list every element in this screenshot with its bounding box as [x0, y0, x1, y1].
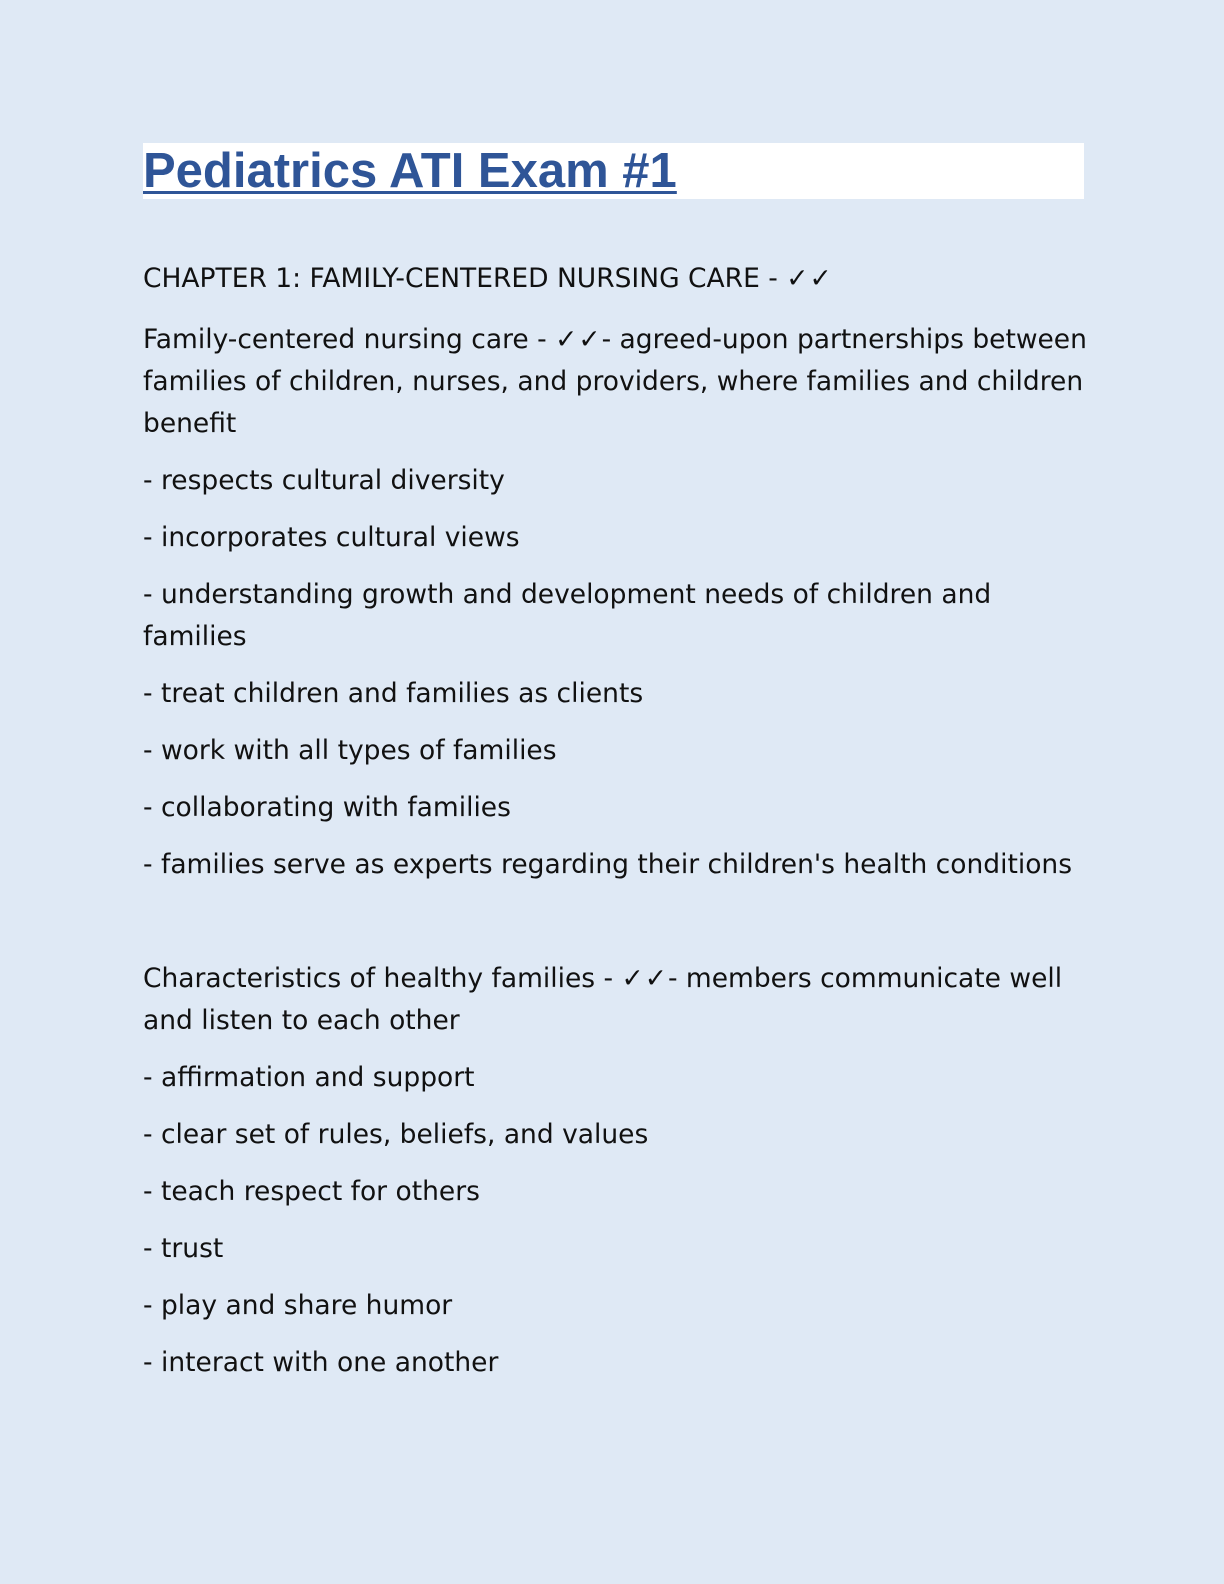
list-item-text: - play and share humor — [143, 1290, 453, 1321]
definition-line: families of children, nurses, and providers, where families and children — [143, 366, 1084, 397]
list-item — [143, 673, 1093, 715]
list-item — [143, 730, 1093, 772]
list-item — [143, 574, 1093, 658]
list-item-text: - work with all types of families — [143, 735, 557, 766]
chapter-heading — [143, 258, 1093, 300]
list-item — [143, 460, 1093, 502]
list-item — [143, 1285, 1093, 1327]
term-label: Characteristics of healthy families - — [143, 963, 614, 994]
checkmark-icon: ✓✓ — [555, 324, 602, 355]
list-item-text: - interact with one another — [143, 1347, 499, 1378]
list-item-text: - families serve as experts regarding their children's health conditions — [143, 849, 1073, 880]
list-item — [143, 517, 1093, 559]
section-1-definition — [143, 319, 1093, 445]
list-item — [143, 1114, 1093, 1156]
list-item — [143, 1171, 1093, 1213]
definition-line — [143, 319, 1093, 361]
definition-line: benefit — [143, 408, 237, 439]
list-item — [143, 1057, 1093, 1099]
document-body — [143, 258, 1093, 1399]
list-item — [143, 1228, 1093, 1270]
definition-text: - agreed-upon partnerships between — [601, 324, 1087, 355]
term-label: Family-centered nursing care - — [143, 324, 547, 355]
section-2-definition — [143, 958, 1093, 1042]
list-item-text: - trust — [143, 1233, 224, 1264]
list-item-text: - respects cultural diversity — [143, 465, 505, 496]
list-item-text: - affirmation and support — [143, 1062, 475, 1093]
list-item-text: - teach respect for others — [143, 1176, 480, 1207]
chapter-heading-text: CHAPTER 1: FAMILY-CENTERED NURSING CARE - — [143, 263, 778, 294]
checkmark-icon: ✓✓ — [786, 263, 833, 294]
list-item-text: - clear set of rules, beliefs, and values — [143, 1119, 649, 1150]
list-item — [143, 844, 1093, 886]
list-item-text: - treat children and families as clients — [143, 678, 644, 709]
definition-text: - members communicate well — [667, 963, 1063, 994]
definition-line: and listen to each other — [143, 1005, 460, 1036]
checkmark-icon: ✓✓ — [621, 963, 668, 994]
list-item — [143, 1342, 1093, 1384]
list-item-text: families — [143, 621, 247, 652]
definition-line — [143, 958, 1093, 1000]
list-item-text: - incorporates cultural views — [143, 522, 520, 553]
list-item-text: - understanding growth and development needs of children and — [143, 579, 992, 610]
list-item — [143, 787, 1093, 829]
section-spacer — [143, 901, 1093, 958]
list-item-text: - collaborating with families — [143, 792, 511, 823]
page-title: Pediatrics ATI Exam #1 — [143, 144, 677, 198]
